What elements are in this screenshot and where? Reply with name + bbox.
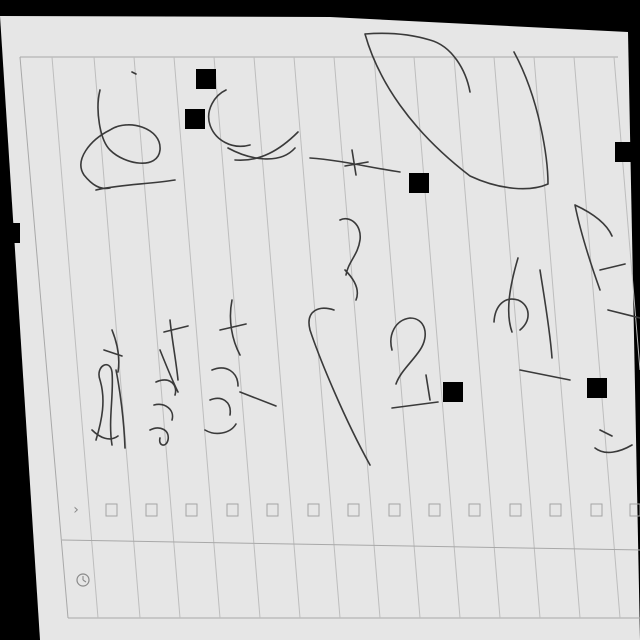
paper-sheet <box>0 16 640 640</box>
expand-chevron-icon[interactable]: › <box>73 502 79 518</box>
redaction-marker <box>615 142 640 162</box>
redaction-marker <box>196 69 216 89</box>
redaction-marker <box>587 378 607 398</box>
redaction-marker <box>185 109 205 129</box>
redaction-marker <box>0 223 20 243</box>
redaction-marker <box>443 382 463 402</box>
redaction-marker <box>409 173 429 193</box>
